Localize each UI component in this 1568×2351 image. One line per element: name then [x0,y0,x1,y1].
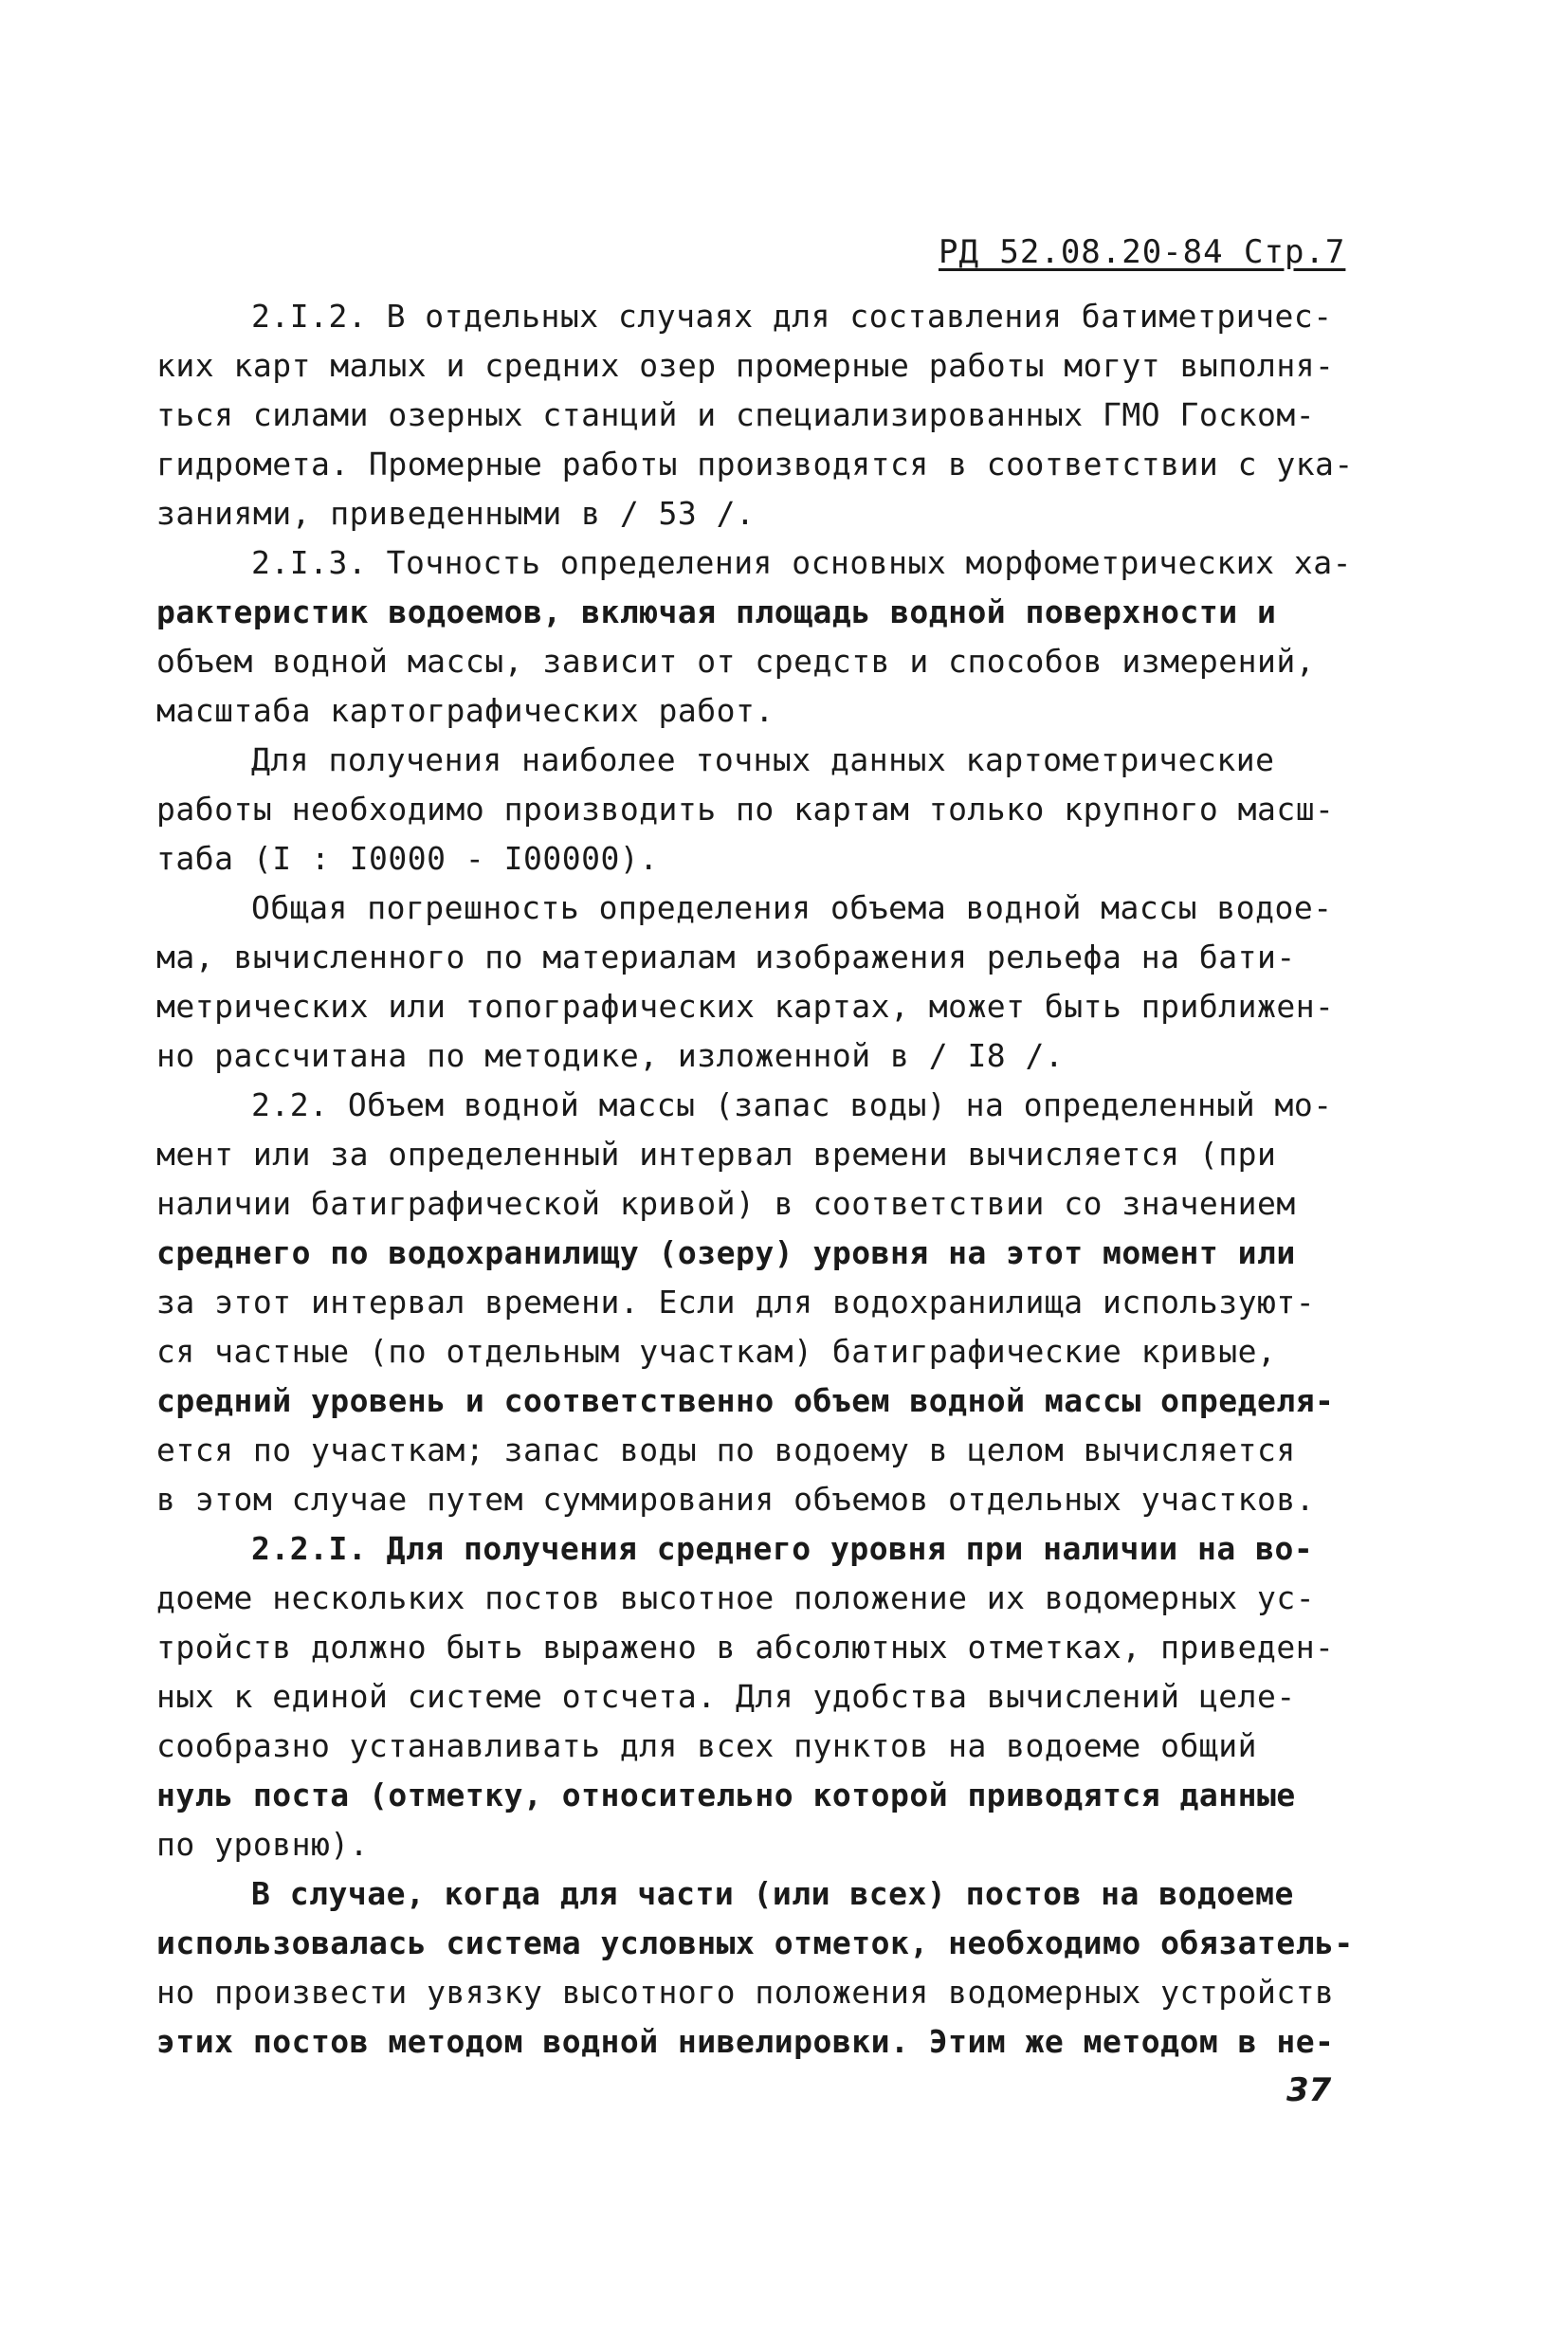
page-number: 37 [1286,2071,1332,2109]
text-line: заниями, приведенными в / 53 /. [156,495,756,532]
text-line: 2.I.3. Точность определения основных морфометрических ха- [251,544,1352,581]
text-line: работы необходимо производить по картам только крупного масш- [156,791,1335,828]
text-line: доеме нескольких постов высотное положение их водомерных ус- [156,1579,1316,1616]
text-line: ных к единой системе отсчета. Для удобства вычислений целе- [156,1678,1296,1715]
text-line: В случае, когда для части (или всех) постов на водоеме [251,1875,1294,1912]
text-line: таба (I : I0000 - I00000). [156,840,659,877]
text-line: гидромета. Промерные работы производятся в соответствии с ука- [156,446,1354,483]
text-line: ких карт малых и средних озер промерные работы могут выполня- [156,347,1335,384]
text-line: нуль поста (отметку, относительно которой приводятся данные [156,1777,1296,1813]
text-line: среднего по водохранилищу (озеру) уровня на этот момент или [156,1234,1296,1271]
text-line: по уровню). [156,1826,370,1863]
text-line: ся частные (по отдельным участкам) батиграфические кривые, [156,1333,1277,1370]
text-line: метрических или топографических картах, может быть приближен- [156,988,1335,1025]
text-line: тройств должно быть выражено в абсолютных отметках, приведен- [156,1629,1335,1666]
text-line: рактеристик водоемов, включая площадь водной поверхности и [156,593,1277,630]
text-line: этих постов методом водной нивелировки. Этим же методом в не- [156,2023,1335,2060]
text-line: Общая погрешность определения объема водной массы водое- [251,889,1333,926]
document-body [156,292,1417,2067]
text-line: использовалась система условных отметок, необходимо обязатель- [156,1924,1354,1961]
text-line: объем водной массы, зависит от средств и способов измерений, [156,643,1316,680]
text-line: в этом случае путем суммирования объемов отдельных участков. [156,1481,1316,1518]
document-header: РД 52.08.20-84 Стр.7 [939,233,1346,271]
text-line: масштаба картографических работ. [156,692,775,729]
text-line: 2.2. Объем водной массы (запас воды) на определенный мо- [251,1086,1333,1123]
text-line: 2.I.2. В отдельных случаях для составления батиметричес- [251,298,1333,335]
text-line: но произвести увязку высотного положения водомерных устройств [156,1974,1335,2011]
text-line: 2.2.I. Для получения среднего уровня при наличии на во- [251,1530,1314,1567]
text-line: сообразно устанавливать для всех пунктов на водоеме общий [156,1727,1257,1764]
text-line: мент или за определенный интервал времени вычисляется (при [156,1136,1277,1173]
text-line: но рассчитана по методике, изложенной в / I8 /. [156,1037,1065,1074]
text-line: за этот интервал времени. Если для водохранилища используют- [156,1284,1316,1321]
text-line: ется по участкам; запас воды по водоему в целом вычисляется [156,1431,1296,1468]
text-line: Для получения наиболее точных данных картометрические [251,741,1275,778]
text-line: ма, вычисленного по материалам изображения рельефа на бати- [156,939,1296,975]
text-line: средний уровень и соответственно объем водной массы определя- [156,1382,1335,1419]
text-line: наличии батиграфической кривой) в соответствии со значением [156,1185,1296,1222]
text-line: ться силами озерных станций и специализированных ГМО Госком- [156,396,1316,433]
